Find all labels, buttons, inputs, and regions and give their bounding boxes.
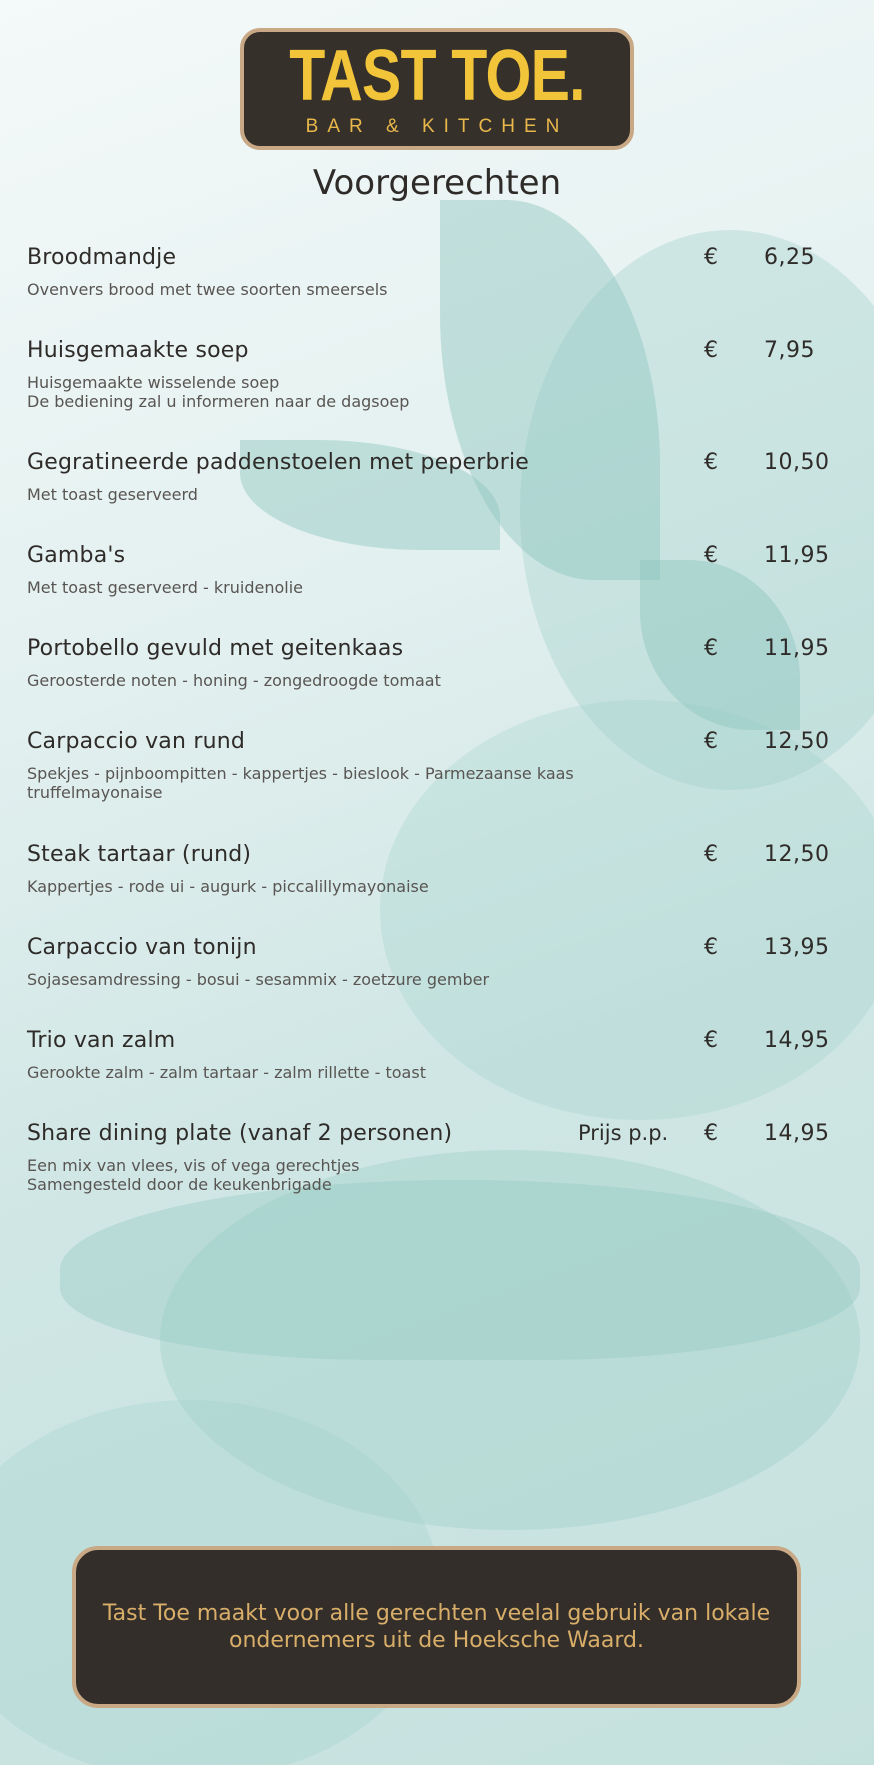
menu-item — [27, 1121, 847, 1194]
menu-item-name: Gegratineerde paddenstoelen met peperbrie — [27, 450, 529, 475]
currency-symbol: € — [704, 245, 718, 270]
description-line: Gerookte zalm - zalm tartaar - zalm rillette - toast — [27, 1063, 426, 1082]
menu-item — [27, 245, 847, 299]
description-line: Een mix van vlees, vis of vega gerechtjes — [27, 1156, 360, 1175]
menu-item-description — [27, 373, 847, 411]
menu-item-name: Carpaccio van rund — [27, 729, 246, 754]
menu-item — [27, 636, 847, 690]
currency-symbol: € — [704, 338, 718, 363]
logo — [240, 28, 634, 150]
menu-item — [27, 450, 847, 504]
description-line: Ovenvers brood met twee soorten smeersels — [27, 280, 388, 299]
menu-item-description — [27, 578, 847, 597]
menu-item-name: Broodmandje — [27, 245, 177, 270]
menu-item-price: 11,95 — [764, 543, 830, 568]
menu-item-name: Portobello gevuld met geitenkaas — [27, 636, 404, 661]
footer-note — [72, 1546, 801, 1708]
menu-item-description — [27, 764, 847, 802]
description-line: De bediening zal u informeren naar de dagsoep — [27, 392, 410, 411]
menu-item-price: 12,50 — [764, 842, 830, 867]
menu-item-description — [27, 280, 847, 299]
menu-item — [27, 1028, 847, 1082]
menu-item-price: 14,95 — [764, 1028, 830, 1053]
menu-item — [27, 935, 847, 989]
section-title: Voorgerechten — [312, 163, 562, 203]
currency-symbol: € — [704, 729, 718, 754]
logo-main-text: TAST TOE. — [289, 36, 585, 116]
menu-item-name: Steak tartaar (rund) — [27, 842, 252, 867]
menu-item-description — [27, 877, 847, 896]
description-line: Spekjes - pijnboompitten - kappertjes - bieslook - Parmezaanse kaas — [27, 764, 574, 783]
menu-item-price-note: Prijs p.p. — [578, 1121, 669, 1145]
menu-item-name: Gamba's — [27, 543, 126, 568]
menu-item-price: 13,95 — [764, 935, 830, 960]
description-line: Samengesteld door de keukenbrigade — [27, 1175, 332, 1194]
footer-line: Tast Toe maakt voor alle gerechten veelal gebruik van lokale — [102, 1601, 771, 1626]
currency-symbol: € — [704, 450, 718, 475]
menu-item — [27, 338, 847, 411]
menu-item-price: 10,50 — [764, 450, 830, 475]
menu-item-description — [27, 1063, 847, 1082]
menu-item-name: Trio van zalm — [27, 1028, 176, 1053]
footer-line: ondernemers uit de Hoeksche Waard. — [229, 1628, 644, 1653]
menu-item-price: 7,95 — [764, 338, 815, 363]
currency-symbol: € — [704, 935, 718, 960]
currency-symbol: € — [704, 543, 718, 568]
description-line: Met toast geserveerd — [27, 485, 198, 504]
menu-item — [27, 842, 847, 896]
currency-symbol: € — [704, 1121, 718, 1146]
menu-item-description — [27, 1156, 847, 1194]
menu-item-description — [27, 485, 847, 504]
description-line: Sojasesamdressing - bosui - sesammix - zoetzure gember — [27, 970, 490, 989]
menu-item-price: 12,50 — [764, 729, 830, 754]
menu-item-name: Share dining plate (vanaf 2 personen) — [27, 1121, 453, 1146]
description-line: Huisgemaakte wisselende soep — [27, 373, 280, 392]
menu-item-name: Huisgemaakte soep — [27, 338, 249, 363]
description-line: Geroosterde noten - honing - zongedroogde tomaat — [27, 671, 441, 690]
currency-symbol: € — [704, 1028, 718, 1053]
menu-item-price: 11,95 — [764, 636, 830, 661]
currency-symbol: € — [704, 842, 718, 867]
description-line: Kappertjes - rode ui - augurk - piccalillymayonaise — [27, 877, 429, 896]
menu-item-description — [27, 671, 847, 690]
description-line: truffelmayonaise — [27, 783, 163, 802]
menu-item — [27, 543, 847, 597]
menu-item-name: Carpaccio van tonijn — [27, 935, 257, 960]
description-line: Met toast geserveerd - kruidenolie — [27, 578, 303, 597]
currency-symbol: € — [704, 636, 718, 661]
menu-item-price: 14,95 — [764, 1121, 830, 1146]
menu-item-price: 6,25 — [764, 245, 815, 270]
logo-sub-text: BAR & KITCHEN — [305, 116, 569, 137]
menu-item — [27, 729, 847, 802]
menu-item-description — [27, 970, 847, 989]
